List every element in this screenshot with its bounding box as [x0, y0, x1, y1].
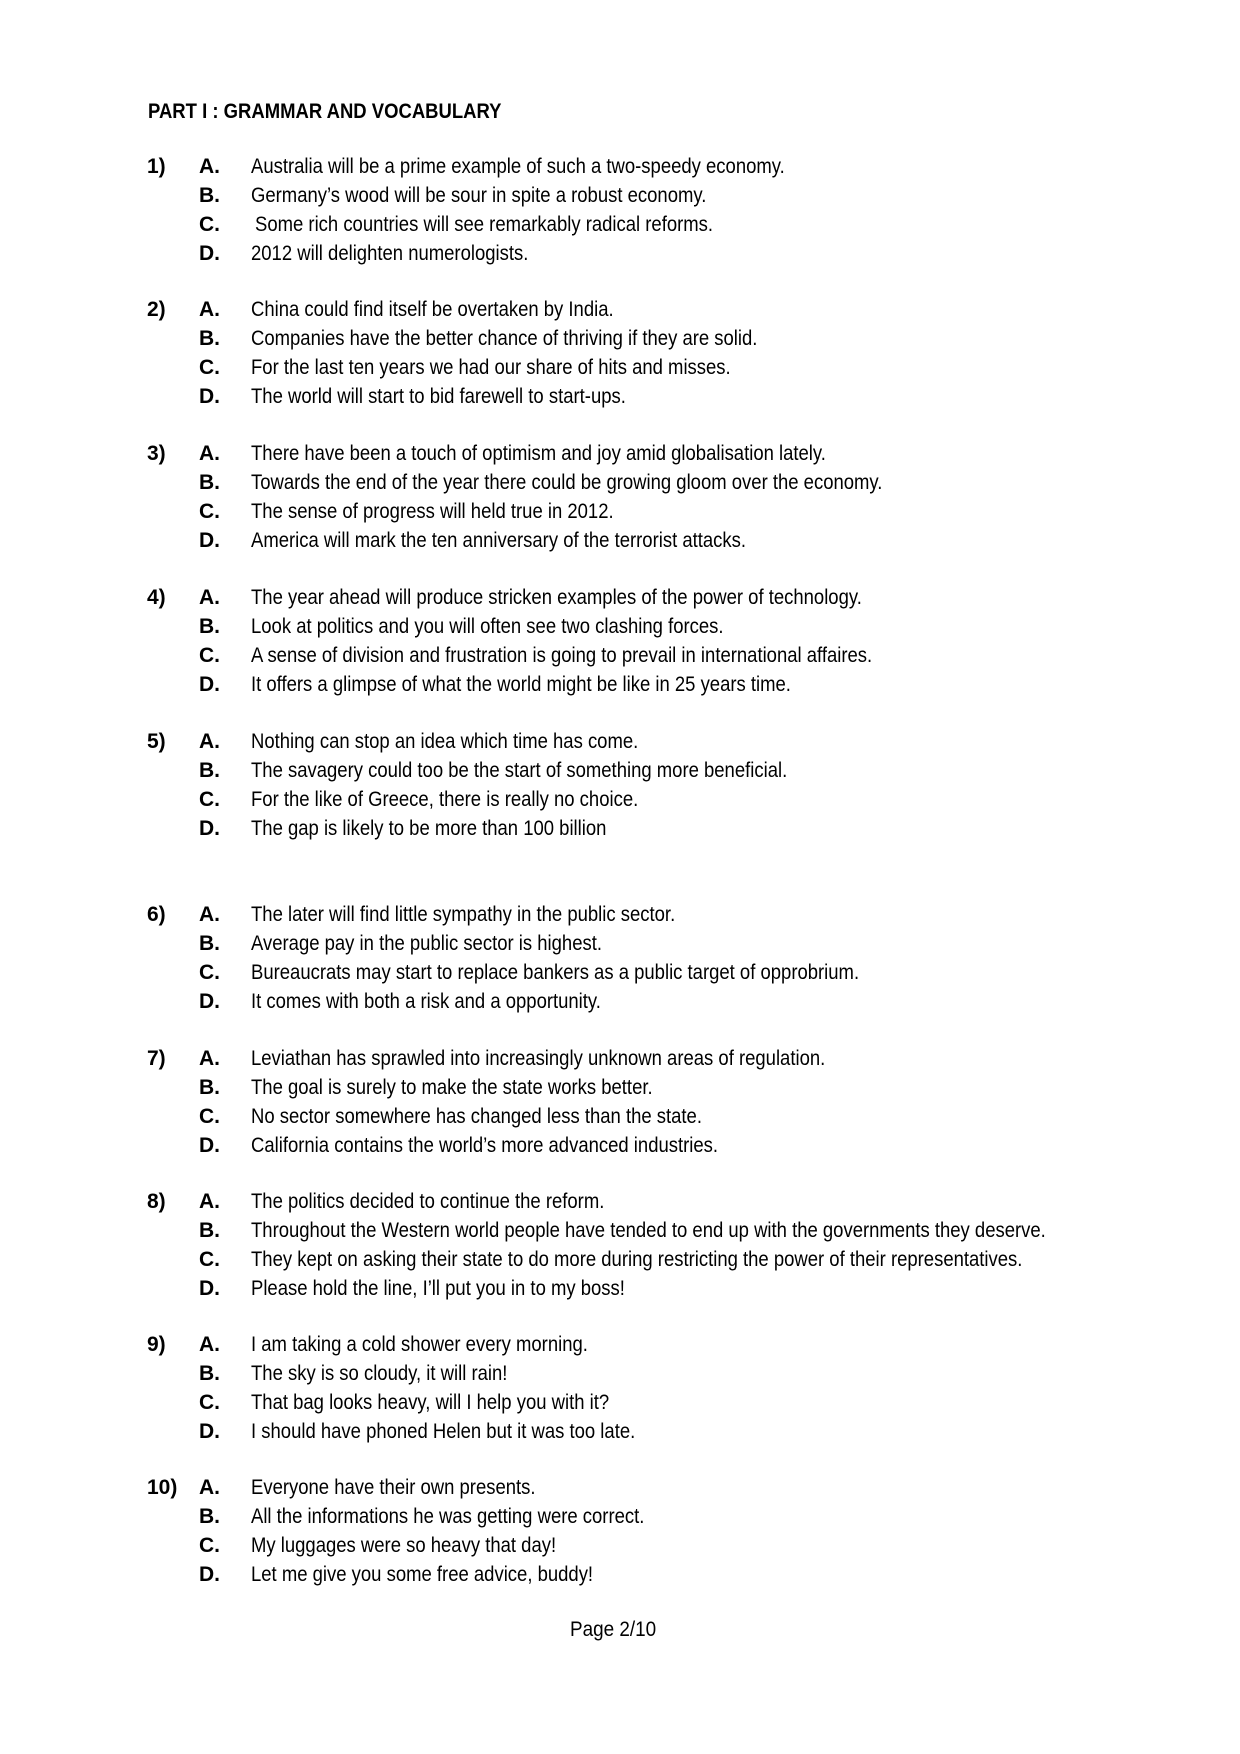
- option-letter: C.: [199, 213, 220, 236]
- option-b: [0, 468, 1240, 497]
- option-text: Throughout the Western world people have tended to end up with the governments they deserve.: [251, 1219, 1046, 1242]
- option-letter: B.: [199, 1362, 220, 1385]
- option-letter: D.: [199, 1277, 220, 1300]
- question-number: 8): [147, 1190, 166, 1213]
- option-c: [0, 210, 1240, 239]
- option-b: [0, 324, 1240, 353]
- option-text: It comes with both a risk and a opportunity.: [251, 990, 601, 1013]
- option-text: The goal is surely to make the state works better.: [251, 1076, 653, 1099]
- option-b: [0, 1359, 1240, 1388]
- option-a: [0, 439, 1240, 468]
- question-number: 5): [147, 730, 166, 753]
- question-number: 6): [147, 903, 166, 926]
- option-text: A sense of division and frustration is going to prevail in international affaires.: [251, 644, 873, 667]
- option-a: [0, 1187, 1240, 1216]
- option-letter: C.: [199, 788, 220, 811]
- option-letter: C.: [199, 1105, 220, 1128]
- option-letter: C.: [199, 1534, 220, 1557]
- option-text: Bureaucrats may start to replace bankers as a public target of opprobrium.: [251, 961, 860, 984]
- option-text: Towards the end of the year there could be growing gloom over the economy.: [251, 471, 883, 494]
- option-text: China could find itself be overtaken by India.: [251, 298, 614, 321]
- option-c: [0, 958, 1240, 987]
- option-c: [0, 785, 1240, 814]
- option-letter: A.: [199, 903, 220, 926]
- option-text: The savagery could too be the start of something more beneficial.: [251, 759, 788, 782]
- option-a: [0, 295, 1240, 324]
- option-text: Germany’s wood will be sour in spite a robust economy.: [251, 184, 707, 207]
- option-text: California contains the world’s more advanced industries.: [251, 1134, 719, 1157]
- option-text: Look at politics and you will often see two clashing forces.: [251, 615, 724, 638]
- option-c: [0, 353, 1240, 382]
- option-text: The sense of progress will held true in 2012.: [251, 500, 614, 523]
- option-letter: D.: [199, 1563, 220, 1586]
- option-letter: D.: [199, 529, 220, 552]
- option-text: Nothing can stop an idea which time has come.: [251, 730, 639, 753]
- option-letter: A.: [199, 1190, 220, 1213]
- option-letter: D.: [199, 673, 220, 696]
- option-letter: B.: [199, 932, 220, 955]
- option-text: Some rich countries will see remarkably radical reforms.: [255, 213, 714, 236]
- option-letter: A.: [199, 1047, 220, 1070]
- option-text: They kept on asking their state to do more during restricting the power of their representatives.: [251, 1248, 1023, 1271]
- option-letter: D.: [199, 817, 220, 840]
- option-letter: B.: [199, 759, 220, 782]
- option-letter: B.: [199, 471, 220, 494]
- option-letter: C.: [199, 1391, 220, 1414]
- question-number: 10): [147, 1476, 178, 1499]
- option-a: [0, 727, 1240, 756]
- option-letter: A.: [199, 298, 220, 321]
- option-letter: C.: [199, 500, 220, 523]
- option-b: [0, 612, 1240, 641]
- page-title: PART I : GRAMMAR AND VOCABULARY: [148, 100, 502, 123]
- option-text: All the informations he was getting were correct.: [251, 1505, 645, 1528]
- option-text: Let me give you some free advice, buddy!: [251, 1563, 594, 1586]
- option-d: [0, 814, 1240, 843]
- option-letter: A.: [199, 155, 220, 178]
- option-c: [0, 641, 1240, 670]
- option-d: [0, 1417, 1240, 1446]
- option-letter: B.: [199, 1505, 220, 1528]
- option-a: [0, 900, 1240, 929]
- option-letter: C.: [199, 961, 220, 984]
- option-c: [0, 1531, 1240, 1560]
- option-letter: B.: [199, 184, 220, 207]
- option-d: [0, 526, 1240, 555]
- option-text: For the like of Greece, there is really no choice.: [251, 788, 639, 811]
- option-text: 2012 will delighten numerologists.: [251, 242, 529, 265]
- option-c: [0, 1245, 1240, 1274]
- option-d: [0, 670, 1240, 699]
- option-c: [0, 1102, 1240, 1131]
- option-d: [0, 1560, 1240, 1589]
- option-letter: D.: [199, 242, 220, 265]
- question-number: 1): [147, 155, 166, 178]
- option-text: Please hold the line, I’ll put you in to my boss!: [251, 1277, 625, 1300]
- option-letter: D.: [199, 385, 220, 408]
- option-a: [0, 1044, 1240, 1073]
- question-number: 4): [147, 586, 166, 609]
- option-letter: A.: [199, 1333, 220, 1356]
- option-letter: A.: [199, 730, 220, 753]
- option-text: That bag looks heavy, will I help you with it?: [251, 1391, 610, 1414]
- option-text: The sky is so cloudy, it will rain!: [251, 1362, 508, 1385]
- option-d: [0, 1131, 1240, 1160]
- option-text: America will mark the ten anniversary of the terrorist attacks.: [251, 529, 747, 552]
- option-text: For the last ten years we had our share of hits and misses.: [251, 356, 731, 379]
- option-b: [0, 929, 1240, 958]
- option-text: The later will find little sympathy in the public sector.: [251, 903, 676, 926]
- option-a: [0, 583, 1240, 612]
- option-letter: B.: [199, 327, 220, 350]
- option-text: Everyone have their own presents.: [251, 1476, 536, 1499]
- option-letter: A.: [199, 1476, 220, 1499]
- option-a: [0, 152, 1240, 181]
- option-text: I am taking a cold shower every morning.: [251, 1333, 588, 1356]
- question-number: 9): [147, 1333, 166, 1356]
- option-text: No sector somewhere has changed less than the state.: [251, 1105, 702, 1128]
- option-letter: A.: [199, 442, 220, 465]
- option-text: Leviathan has sprawled into increasingly unknown areas of regulation.: [251, 1047, 826, 1070]
- option-text: There have been a touch of optimism and joy amid globalisation lately.: [251, 442, 826, 465]
- option-d: [0, 1274, 1240, 1303]
- option-d: [0, 382, 1240, 411]
- option-b: [0, 1073, 1240, 1102]
- option-letter: D.: [199, 990, 220, 1013]
- option-text: Companies have the better chance of thriving if they are solid.: [251, 327, 758, 350]
- option-text: The year ahead will produce stricken examples of the power of technology.: [251, 586, 862, 609]
- option-text: The world will start to bid farewell to start-ups.: [251, 385, 626, 408]
- option-letter: D.: [199, 1420, 220, 1443]
- option-c: [0, 1388, 1240, 1417]
- option-b: [0, 1216, 1240, 1245]
- option-a: [0, 1473, 1240, 1502]
- question-number: 3): [147, 442, 166, 465]
- option-text: The gap is likely to be more than 100 billion: [251, 817, 607, 840]
- option-c: [0, 497, 1240, 526]
- option-d: [0, 987, 1240, 1016]
- option-text: It offers a glimpse of what the world might be like in 25 years time.: [251, 673, 791, 696]
- option-a: [0, 1330, 1240, 1359]
- option-text: I should have phoned Helen but it was too late.: [251, 1420, 636, 1443]
- option-text: My luggages were so heavy that day!: [251, 1534, 557, 1557]
- option-letter: C.: [199, 356, 220, 379]
- option-b: [0, 1502, 1240, 1531]
- option-letter: C.: [199, 644, 220, 667]
- option-d: [0, 239, 1240, 268]
- question-number: 7): [147, 1047, 166, 1070]
- option-letter: B.: [199, 615, 220, 638]
- question-number: 2): [147, 298, 166, 321]
- option-text: Australia will be a prime example of such a two-speedy economy.: [251, 155, 785, 178]
- option-text: Average pay in the public sector is highest.: [251, 932, 602, 955]
- page-number: Page 2/10: [570, 1618, 657, 1641]
- option-letter: B.: [199, 1219, 220, 1242]
- option-text: The politics decided to continue the reform.: [251, 1190, 605, 1213]
- option-letter: B.: [199, 1076, 220, 1099]
- option-letter: D.: [199, 1134, 220, 1157]
- option-b: [0, 181, 1240, 210]
- option-letter: A.: [199, 586, 220, 609]
- option-letter: C.: [199, 1248, 220, 1271]
- option-b: [0, 756, 1240, 785]
